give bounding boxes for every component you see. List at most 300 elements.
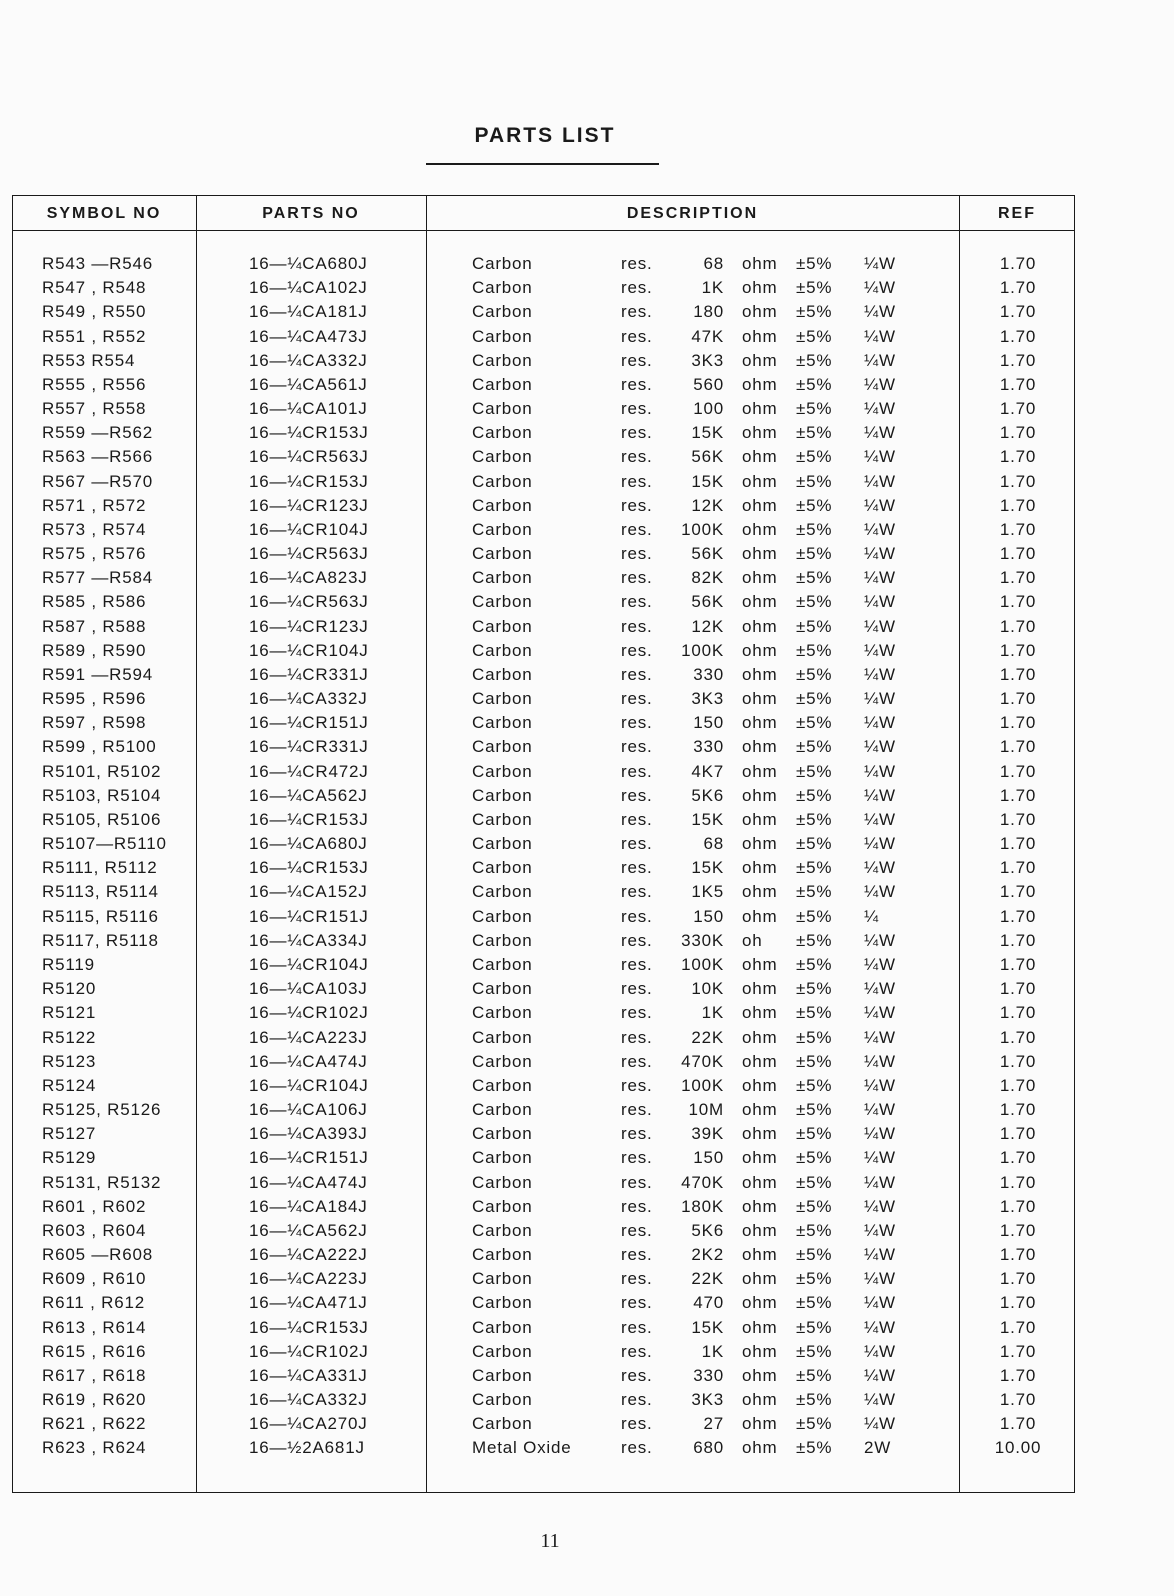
wattage-cell: ¼W [864, 761, 896, 781]
type-cell: res. [621, 423, 653, 443]
part-number-cell: 16—¼CR104J [249, 640, 369, 660]
wattage-cell: ¼W [864, 1100, 896, 1120]
table-row [0, 1076, 1174, 1100]
unit-cell: ohm [742, 423, 778, 443]
ref-price-cell: 1.70 [999, 1414, 1037, 1434]
part-number-cell: 16—¼CA474J [249, 1051, 368, 1071]
table-row [0, 1342, 1174, 1366]
material-cell: Carbon [472, 544, 533, 564]
table-row [0, 641, 1174, 665]
part-number-cell: 16—¼CA332J [249, 1390, 368, 1410]
ref-price-cell: 1.70 [999, 1124, 1037, 1144]
tolerance-cell: ±5% [796, 616, 833, 636]
type-cell: res. [621, 544, 653, 564]
unit-cell: ohm [742, 737, 778, 757]
wattage-cell: ¼W [864, 1390, 896, 1410]
wattage-cell: ¼W [864, 1269, 896, 1289]
value-cell: 68 [703, 254, 724, 273]
ref-price-cell: 1.70 [999, 1051, 1037, 1071]
ref-price-cell: 1.70 [999, 495, 1037, 515]
tolerance-cell: ±5% [796, 809, 833, 829]
material-cell: Carbon [472, 350, 533, 370]
unit-cell: ohm [742, 1365, 778, 1385]
value-cell: 330 [693, 737, 724, 757]
table-row [0, 327, 1174, 351]
table-row [0, 1124, 1174, 1148]
ref-price-cell: 1.70 [999, 979, 1037, 999]
unit-cell: ohm [742, 1124, 778, 1144]
value-cell: 150 [693, 1148, 724, 1168]
ref-price-cell: 1.70 [999, 713, 1037, 733]
table-row [0, 1003, 1174, 1027]
value-cell: 100 [693, 399, 724, 419]
table-row [0, 1293, 1174, 1317]
type-cell: res. [621, 1051, 653, 1071]
type-cell: res. [621, 809, 653, 829]
part-number-cell: 16—¼CR151J [249, 1148, 369, 1168]
wattage-cell: ¼W [864, 930, 896, 950]
symbol-cell: R587 , R588 [42, 616, 147, 636]
type-cell: res. [621, 1245, 653, 1265]
tolerance-cell: ±5% [796, 278, 833, 298]
value-cell: 100K [681, 640, 724, 660]
wattage-cell: ¼W [864, 1051, 896, 1071]
ref-price-cell: 1.70 [999, 930, 1037, 950]
ref-price-cell: 1.70 [999, 737, 1037, 757]
ref-price-cell: 1.70 [999, 761, 1037, 781]
part-number-cell: 16—¼CA223J [249, 1027, 368, 1047]
type-cell: res. [621, 1027, 653, 1047]
unit-cell: ohm [742, 1341, 778, 1361]
wattage-cell: ¼W [864, 374, 896, 394]
value-cell: 3K3 [691, 689, 724, 709]
value-cell: 22K [691, 1269, 724, 1289]
type-cell: res. [621, 1124, 653, 1144]
unit-cell: ohm [742, 1293, 778, 1313]
material-cell: Carbon [472, 399, 533, 419]
tolerance-cell: ±5% [796, 1317, 833, 1337]
type-cell: res. [621, 1172, 653, 1192]
unit-cell: ohm [742, 495, 778, 515]
unit-cell: ohm [742, 809, 778, 829]
unit-cell: ohm [742, 519, 778, 539]
tolerance-cell: ±5% [796, 640, 833, 660]
value-cell: 68 [703, 834, 724, 854]
symbol-cell: R5129 [42, 1148, 97, 1168]
value-cell: 150 [693, 713, 724, 733]
ref-price-cell: 1.70 [999, 616, 1037, 636]
type-cell: res. [621, 1438, 653, 1458]
symbol-cell: R5120 [42, 979, 97, 999]
tolerance-cell: ±5% [796, 882, 833, 902]
ref-price-cell: 1.70 [999, 302, 1037, 322]
table-row [0, 665, 1174, 689]
part-number-cell: 16—¼CA473J [249, 326, 368, 346]
wattage-cell: ¼W [864, 1003, 896, 1023]
type-cell: res. [621, 858, 653, 878]
type-cell: res. [621, 930, 653, 950]
type-cell: res. [621, 471, 653, 491]
wattage-cell: ¼W [864, 1220, 896, 1240]
ref-price-cell: 1.70 [999, 1100, 1037, 1120]
ref-price-cell: 1.70 [999, 1220, 1037, 1240]
table-row [0, 737, 1174, 761]
type-cell: res. [621, 979, 653, 999]
value-cell: 5K6 [691, 785, 724, 805]
value-cell: 470K [681, 1172, 724, 1192]
value-cell: 15K [691, 423, 724, 443]
tolerance-cell: ±5% [796, 302, 833, 322]
value-cell: 100K [681, 1075, 724, 1095]
table-row [0, 786, 1174, 810]
type-cell: res. [621, 664, 653, 684]
unit-cell: ohm [742, 616, 778, 636]
material-cell: Carbon [472, 1245, 533, 1265]
symbol-cell: R5124 [42, 1075, 97, 1095]
table-row [0, 1318, 1174, 1342]
ref-price-cell: 1.70 [999, 954, 1037, 974]
type-cell: res. [621, 1100, 653, 1120]
unit-cell: ohm [742, 1027, 778, 1047]
table-row [0, 1414, 1174, 1438]
symbol-cell: R5101, R5102 [42, 761, 162, 781]
ref-price-cell: 1.70 [999, 519, 1037, 539]
value-cell: 180K [681, 1196, 724, 1216]
tolerance-cell: ±5% [796, 1051, 833, 1071]
symbol-cell: R597 , R598 [42, 713, 147, 733]
table-row [0, 1148, 1174, 1172]
unit-cell: ohm [742, 834, 778, 854]
wattage-cell: ¼W [864, 471, 896, 491]
table-row [0, 568, 1174, 592]
material-cell: Carbon [472, 954, 533, 974]
wattage-cell: ¼W [864, 979, 896, 999]
type-cell: res. [621, 785, 653, 805]
part-number-cell: 16—¼CR151J [249, 906, 369, 926]
part-number-cell: 16—¼CA331J [249, 1365, 368, 1385]
wattage-cell: ¼W [864, 1317, 896, 1337]
table-row [0, 544, 1174, 568]
value-cell: 56K [691, 447, 724, 467]
value-cell: 12K [691, 495, 724, 515]
value-cell: 150 [693, 906, 724, 926]
symbol-cell: R5115, R5116 [42, 906, 159, 926]
unit-cell: ohm [742, 1100, 778, 1120]
symbol-cell: R591 —R594 [42, 664, 154, 684]
material-cell: Carbon [472, 785, 533, 805]
type-cell: res. [621, 1414, 653, 1434]
unit-cell: ohm [742, 785, 778, 805]
material-cell: Carbon [472, 326, 533, 346]
part-number-cell: 16—¼CA222J [249, 1245, 368, 1265]
wattage-cell: ¼W [864, 1027, 896, 1047]
symbol-cell: R5131, R5132 [42, 1172, 162, 1192]
tolerance-cell: ±5% [796, 1003, 833, 1023]
material-cell: Carbon [472, 1196, 533, 1216]
unit-cell: ohm [742, 906, 778, 926]
table-row [0, 834, 1174, 858]
ref-price-cell: 1.70 [999, 834, 1037, 854]
ref-price-cell: 1.70 [999, 544, 1037, 564]
material-cell: Carbon [472, 423, 533, 443]
header-description: DESCRIPTION [626, 205, 759, 222]
ref-price-cell: 1.70 [999, 471, 1037, 491]
wattage-cell: ¼W [864, 954, 896, 974]
tolerance-cell: ±5% [796, 1414, 833, 1434]
symbol-cell: R547 , R548 [42, 278, 147, 298]
tolerance-cell: ±5% [796, 399, 833, 419]
wattage-cell: ¼W [864, 326, 896, 346]
table-row [0, 520, 1174, 544]
material-cell: Carbon [472, 1317, 533, 1337]
part-number-cell: 16—¼CA332J [249, 350, 368, 370]
table-row [0, 882, 1174, 906]
tolerance-cell: ±5% [796, 1148, 833, 1168]
unit-cell: ohm [742, 1438, 778, 1458]
material-cell: Carbon [472, 1220, 533, 1240]
part-number-cell: 16—¼CA823J [249, 568, 368, 588]
material-cell: Carbon [472, 1293, 533, 1313]
material-cell: Carbon [472, 809, 533, 829]
tolerance-cell: ±5% [796, 1438, 833, 1458]
wattage-cell: ¼W [864, 713, 896, 733]
unit-cell: ohm [742, 1172, 778, 1192]
header-ref: REF [998, 205, 1036, 222]
ref-price-cell: 1.70 [999, 640, 1037, 660]
ref-price-cell: 1.70 [999, 1003, 1037, 1023]
part-number-cell: 16—¼CR102J [249, 1341, 369, 1361]
wattage-cell: ¼W [864, 640, 896, 660]
unit-cell: ohm [742, 954, 778, 974]
table-row [0, 302, 1174, 326]
table-row [0, 496, 1174, 520]
material-cell: Carbon [472, 519, 533, 539]
wattage-cell: ¼W [864, 1245, 896, 1265]
unit-cell: ohm [742, 858, 778, 878]
material-cell: Carbon [472, 1341, 533, 1361]
table-row [0, 689, 1174, 713]
wattage-cell: ¼W [864, 1365, 896, 1385]
material-cell: Carbon [472, 737, 533, 757]
material-cell: Carbon [472, 1100, 533, 1120]
unit-cell: ohm [742, 1196, 778, 1216]
ref-price-cell: 1.70 [999, 1075, 1037, 1095]
unit-cell: ohm [742, 664, 778, 684]
unit-cell: ohm [742, 1075, 778, 1095]
table-row [0, 907, 1174, 931]
material-cell: Carbon [472, 471, 533, 491]
tolerance-cell: ±5% [796, 471, 833, 491]
value-cell: 47K [691, 326, 724, 346]
symbol-cell: R5122 [42, 1027, 97, 1047]
tolerance-cell: ±5% [796, 326, 833, 346]
material-cell: Carbon [472, 278, 533, 298]
material-cell: Carbon [472, 447, 533, 467]
symbol-cell: R609 , R610 [42, 1269, 147, 1289]
type-cell: res. [621, 278, 653, 298]
value-cell: 100K [681, 519, 724, 539]
type-cell: res. [621, 906, 653, 926]
tolerance-cell: ±5% [796, 1269, 833, 1289]
type-cell: res. [621, 1341, 653, 1361]
symbol-cell: R621 , R622 [42, 1414, 147, 1434]
symbol-cell: R553 R554 [42, 350, 136, 370]
material-cell: Carbon [472, 254, 533, 273]
tolerance-cell: ±5% [796, 447, 833, 467]
tolerance-cell: ±5% [796, 568, 833, 588]
ref-price-cell: 1.70 [999, 1148, 1037, 1168]
material-cell: Carbon [472, 930, 533, 950]
unit-cell: ohm [742, 568, 778, 588]
tolerance-cell: ±5% [796, 834, 833, 854]
type-cell: res. [621, 254, 653, 273]
value-cell: 180 [693, 302, 724, 322]
symbol-cell: R5107—R5110 [42, 834, 167, 854]
table-row [0, 351, 1174, 375]
symbol-cell: R5117, R5118 [42, 930, 159, 950]
part-number-cell: 16—¼CR331J [249, 664, 369, 684]
material-cell: Carbon [472, 1003, 533, 1023]
type-cell: res. [621, 737, 653, 757]
tolerance-cell: ±5% [796, 664, 833, 684]
material-cell: Carbon [472, 568, 533, 588]
unit-cell: ohm [742, 1245, 778, 1265]
part-number-cell: 16—¼CR153J [249, 1317, 369, 1337]
page-number: 11 [540, 1530, 560, 1552]
part-number-cell: 16—¼CA101J [249, 399, 368, 419]
wattage-cell: ¼W [864, 1124, 896, 1144]
type-cell: res. [621, 1148, 653, 1168]
material-cell: Carbon [472, 882, 533, 902]
symbol-cell: R611 , R612 [42, 1293, 145, 1313]
type-cell: res. [621, 495, 653, 515]
material-cell: Carbon [472, 689, 533, 709]
ref-price-cell: 1.70 [999, 1317, 1037, 1337]
symbol-cell: R5103, R5104 [42, 785, 162, 805]
ref-price-cell: 1.70 [999, 278, 1037, 298]
value-cell: 22K [691, 1027, 724, 1047]
wattage-cell: ¼W [864, 689, 896, 709]
table-row [0, 1438, 1174, 1462]
ref-price-cell: 1.70 [999, 592, 1037, 612]
value-cell: 15K [691, 858, 724, 878]
table-row [0, 955, 1174, 979]
table-row [0, 979, 1174, 1003]
wattage-cell: ¼W [864, 592, 896, 612]
table-row [0, 1197, 1174, 1221]
ref-price-cell: 1.70 [999, 1269, 1037, 1289]
wattage-cell: ¼W [864, 447, 896, 467]
type-cell: res. [621, 1075, 653, 1095]
symbol-cell: R5113, R5114 [42, 882, 159, 902]
symbol-cell: R555 , R556 [42, 374, 147, 394]
wattage-cell: ¼W [864, 278, 896, 298]
ref-price-cell: 1.70 [999, 882, 1037, 902]
symbol-cell: R577 —R584 [42, 568, 154, 588]
ref-price-cell: 1.70 [999, 568, 1037, 588]
part-number-cell: 16—¼CA106J [249, 1100, 368, 1120]
unit-cell: ohm [742, 399, 778, 419]
symbol-cell: R5111, R5112 [42, 858, 158, 878]
table-row [0, 472, 1174, 496]
part-number-cell: 16—¼CA334J [249, 930, 368, 950]
value-cell: 330K [681, 930, 724, 950]
symbol-cell: R557 , R558 [42, 399, 147, 419]
type-cell: res. [621, 350, 653, 370]
symbol-cell: R5127 [42, 1124, 97, 1144]
unit-cell: ohm [742, 761, 778, 781]
symbol-cell: R551 , R552 [42, 326, 147, 346]
symbol-cell: R589 , R590 [42, 640, 147, 660]
part-number-cell: 16—¼CR123J [249, 616, 369, 636]
type-cell: res. [621, 1220, 653, 1240]
symbol-cell: R5119 [42, 954, 95, 974]
material-cell: Metal Oxide [472, 1438, 572, 1458]
material-cell: Carbon [472, 713, 533, 733]
tolerance-cell: ±5% [796, 519, 833, 539]
ref-price-cell: 1.70 [999, 447, 1037, 467]
unit-cell: ohm [742, 1148, 778, 1168]
symbol-cell: R573 , R574 [42, 519, 147, 539]
symbol-cell: R605 —R608 [42, 1245, 154, 1265]
unit-cell: oh [742, 930, 763, 950]
type-cell: res. [621, 1317, 653, 1337]
tolerance-cell: ±5% [796, 1027, 833, 1047]
ref-price-cell: 1.70 [999, 1245, 1037, 1265]
table-row [0, 810, 1174, 834]
tolerance-cell: ±5% [796, 495, 833, 515]
type-cell: res. [621, 882, 653, 902]
wattage-cell: ¼W [864, 616, 896, 636]
type-cell: res. [621, 640, 653, 660]
type-cell: res. [621, 1269, 653, 1289]
value-cell: 39K [691, 1124, 724, 1144]
type-cell: res. [621, 713, 653, 733]
tolerance-cell: ±5% [796, 1245, 833, 1265]
ref-price-cell: 1.70 [999, 1293, 1037, 1313]
table-row [0, 1390, 1174, 1414]
material-cell: Carbon [472, 1414, 533, 1434]
part-number-cell: 16—¼CR472J [249, 761, 369, 781]
tolerance-cell: ±5% [796, 1075, 833, 1095]
type-cell: res. [621, 519, 653, 539]
ref-price-cell: 1.70 [999, 809, 1037, 829]
wattage-cell: ¼W [864, 399, 896, 419]
part-number-cell: 16—¼CA103J [249, 979, 368, 999]
table-row [0, 278, 1174, 302]
table-row [0, 1028, 1174, 1052]
value-cell: 680 [693, 1438, 724, 1458]
tolerance-cell: ±5% [796, 954, 833, 974]
tolerance-cell: ±5% [796, 1390, 833, 1410]
table-row [0, 399, 1174, 423]
parts-table-body [0, 254, 1174, 1463]
type-cell: res. [621, 1293, 653, 1313]
material-cell: Carbon [472, 834, 533, 854]
unit-cell: ohm [742, 713, 778, 733]
symbol-cell: R617 , R618 [42, 1365, 147, 1385]
wattage-cell: ¼W [864, 423, 896, 443]
symbol-cell: R613 , R614 [42, 1317, 147, 1337]
ref-price-cell: 1.70 [999, 326, 1037, 346]
unit-cell: ohm [742, 278, 778, 298]
symbol-cell: R571 , R572 [42, 495, 147, 515]
unit-cell: ohm [742, 1051, 778, 1071]
part-number-cell: 16—¼CR153J [249, 858, 369, 878]
part-number-cell: 16—¼CA561J [249, 374, 368, 394]
type-cell: res. [621, 1390, 653, 1410]
unit-cell: ohm [742, 302, 778, 322]
